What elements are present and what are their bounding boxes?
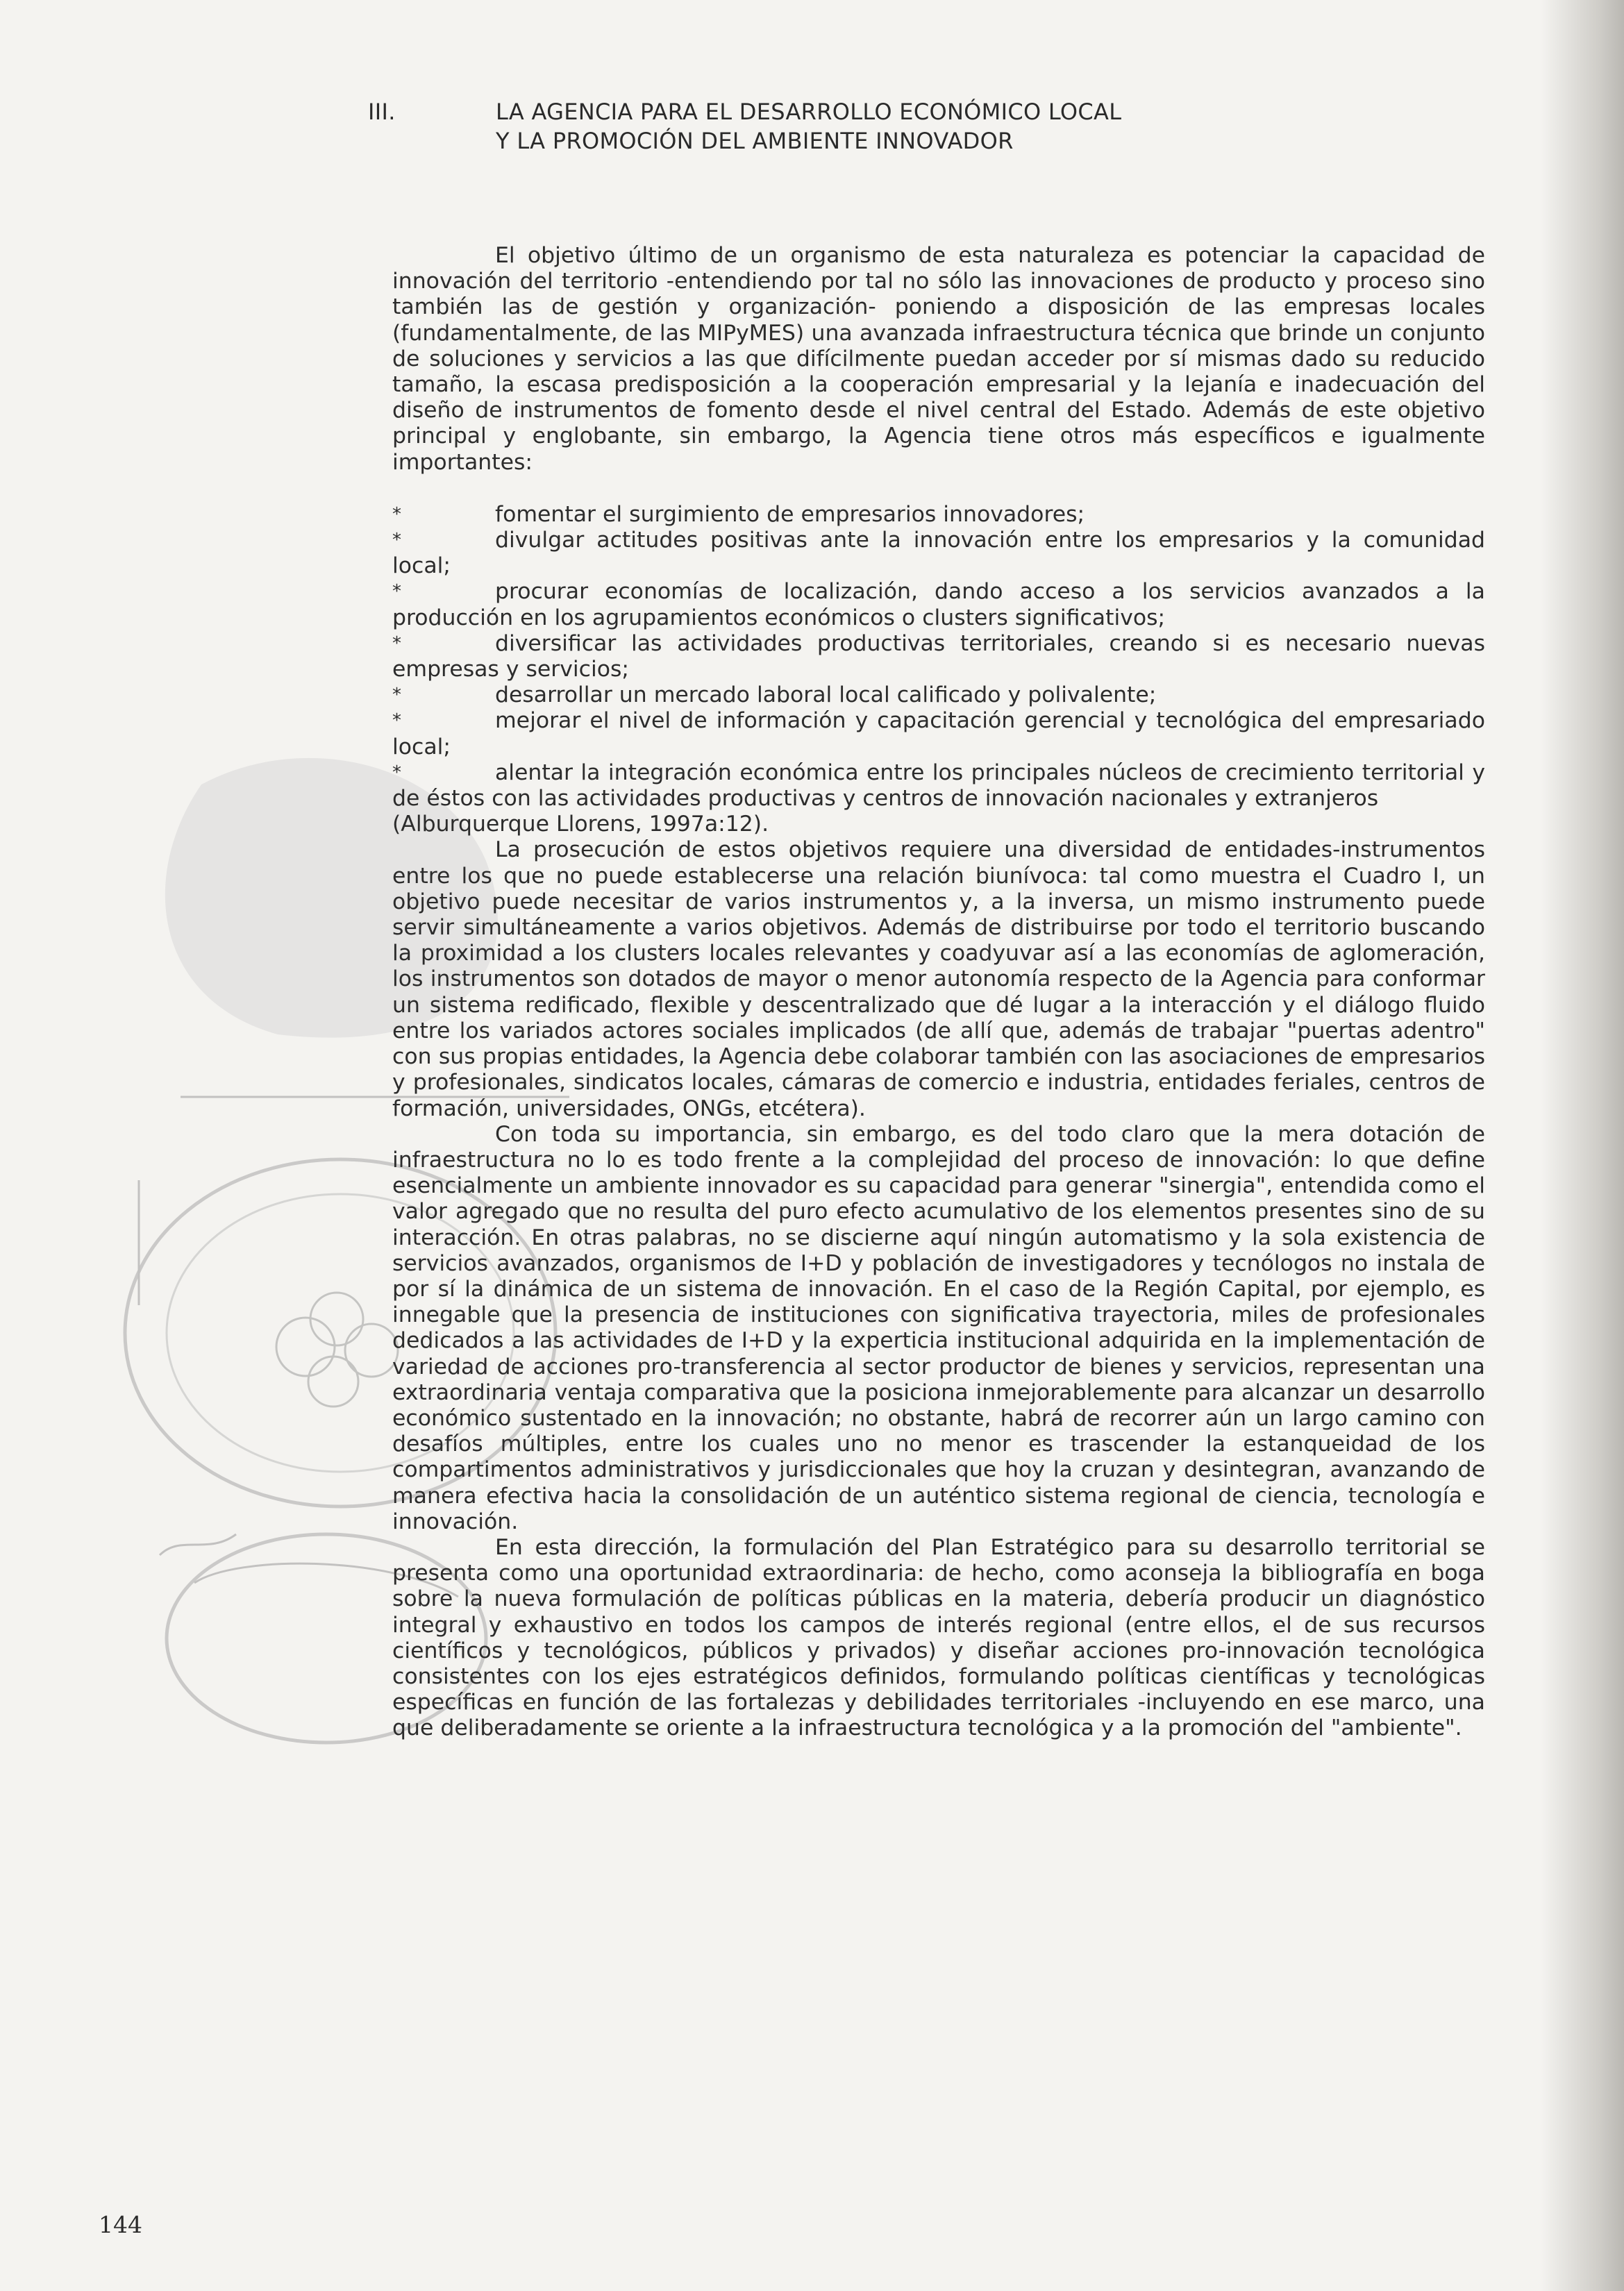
section-title-line-2: Y LA PROMOCIÓN DEL AMBIENTE INNOVADOR: [496, 128, 1014, 154]
section-title: [496, 97, 1398, 156]
objectives-list: [392, 502, 1485, 812]
objective-item: * alentar la integración económica entre los principales núcleos de crecimiento territorial y de éstos con las actividades productivas y centros de innovación nacionales y extranjeros: [392, 760, 1485, 812]
page-number: 144: [99, 2211, 142, 2238]
objective-item: * desarrollar un mercado laboral local calificado y polivalente;: [392, 682, 1485, 708]
objective-item: * procurar economías de localización, dando acceso a los servicios avanzados a la producción en los agrupamientos económicos o clusters significativos;: [392, 579, 1485, 630]
section-title-line-1: LA AGENCIA PARA EL DESARROLLO ECONÓMICO LOCAL: [496, 99, 1122, 125]
objective-item: * mejorar el nivel de información y capacitación gerencial y tecnológica del empresariado local;: [392, 708, 1485, 760]
section-number: III.: [368, 99, 396, 125]
objective-item: * divulgar actitudes positivas ante la innovación entre los empresarios y la comunidad local;: [392, 528, 1485, 579]
paragraph-3: Con toda su importancia, sin embargo, es del todo claro que la mera dotación de infraestructura no lo es todo frente a la complejidad del proceso de innovación: lo que define esencialmente un ambiente innovador es su capacidad para generar "sinergia", entendida como el valor agregado que no resulta del puro efecto acumulativo de los elementos presentes sino de su interacción. En otras palabras, no se discierne aquí ningún automatismo y la sola existencia de servicios avanzados, organismos de I+D y población de investigadores y tecnólogos no instala de por sí la dinámica de un sistema de innovación. En el caso de la Región Capital, por ejemplo, es innegable que la presencia de instituciones con significativa trayectoria, miles de profesionales dedicados a las actividades de I+D y la experticia institucional adquirida en la implementación de variedad de acciones pro-transferencia al sector productor de bienes y servicios, representan una extraordinaria ventaja comparativa que la posiciona inmejorablemente para alcanzar un desarrollo económico sustentado en la innovación; no obstante, habrá de recorrer aún un largo camino con desafíos múltiples, entre los cuales uno no menor es trascender la estanqueidad de los compartimentos administrativos y jurisdiccionales que hoy la cruzan y desintegran, avanzando de manera efectiva hacia la consolidación de un auténtico sistema regional de ciencia, tecnología e innovación.: [392, 1121, 1485, 1534]
intro-paragraph: El objetivo último de un organismo de esta naturaleza es potenciar la capacidad de innovación del territorio -entendiendo por tal no sólo las innovaciones de producto y proceso sino también las de gestión y organización- poniendo a disposición de las empresas locales (fundamentalmente, de las MIPyMES) una avanzada infraestructura técnica que brinde un conjunto de soluciones y servicios a las que difícilmente puedan acceder por sí mismas dado su reducido tamaño, la escasa predisposición a la cooperación empresarial y la lejanía e inadecuación del diseño de instrumentos de fomento desde el nivel central del Estado. Además de este objetivo principal y englobante, sin embargo, la Agencia tiene otros más específicos e igualmente importantes:: [392, 243, 1485, 475]
citation: (Alburquerque Llorens, 1997a:12).: [392, 812, 769, 837]
paragraph-2: La prosecución de estos objetivos requiere una diversidad de entidades-instrumentos entre los que no puede establecerse una relación biunívoca: tal como muestra el Cuadro I, un objetivo puede necesitar de varios instrumentos y, a la inversa, un mismo instrumento puede servir simultáneamente a varios objetivos. Además de distribuirse por todo el territorio buscando la proximidad a los clusters locales relevantes y coadyuvar así a las economías de aglomeración, los instrumentos son dotados de mayor o menor autonomía respecto de la Agencia para conformar un sistema redificado, flexible y descentralizado que dé lugar a la interacción y el diálogo fluido entre los variados actores sociales implicados (de allí que, además de trabajar "puertas adentro" con sus propias entidades, la Agencia debe colaborar también con las asociaciones de empresarios y profesionales, sindicatos locales, cámaras de comercio e industria, entidades feriales, centros de formación, universidades, ONGs, etcétera).: [392, 837, 1485, 1121]
body-text: [392, 243, 1485, 1742]
paragraph-4: En esta dirección, la formulación del Plan Estratégico para su desarrollo territorial se presenta como una oportunidad extraordinaria: de hecho, como aconseja la bibliografía en boga sobre la nueva formulación de políticas públicas en la materia, debería producir un diagnóstico integral y exhaustivo en todos los campos de interés regional (entre ellos, el de sus recursos científicos y tecnológicos, públicos y privados) y diseñar acciones pro-innovación tecnológica consistentes con los ejes estratégicos definidos, formulando políticas científicas y tecnológicas específicas en función de las fortalezas y debilidades territoriales -incluyendo en ese marco, una que deliberadamente se oriente a la infraestructura tecnológica y a la promoción del "ambiente".: [392, 1534, 1485, 1741]
objective-item: * diversificar las actividades productivas territoriales, creando si es necesario nuevas empresas y servicios;: [392, 631, 1485, 682]
objective-item: * fomentar el surgimiento de empresarios innovadores;: [392, 502, 1485, 528]
page-edge-shadow: [1541, 0, 1624, 2291]
